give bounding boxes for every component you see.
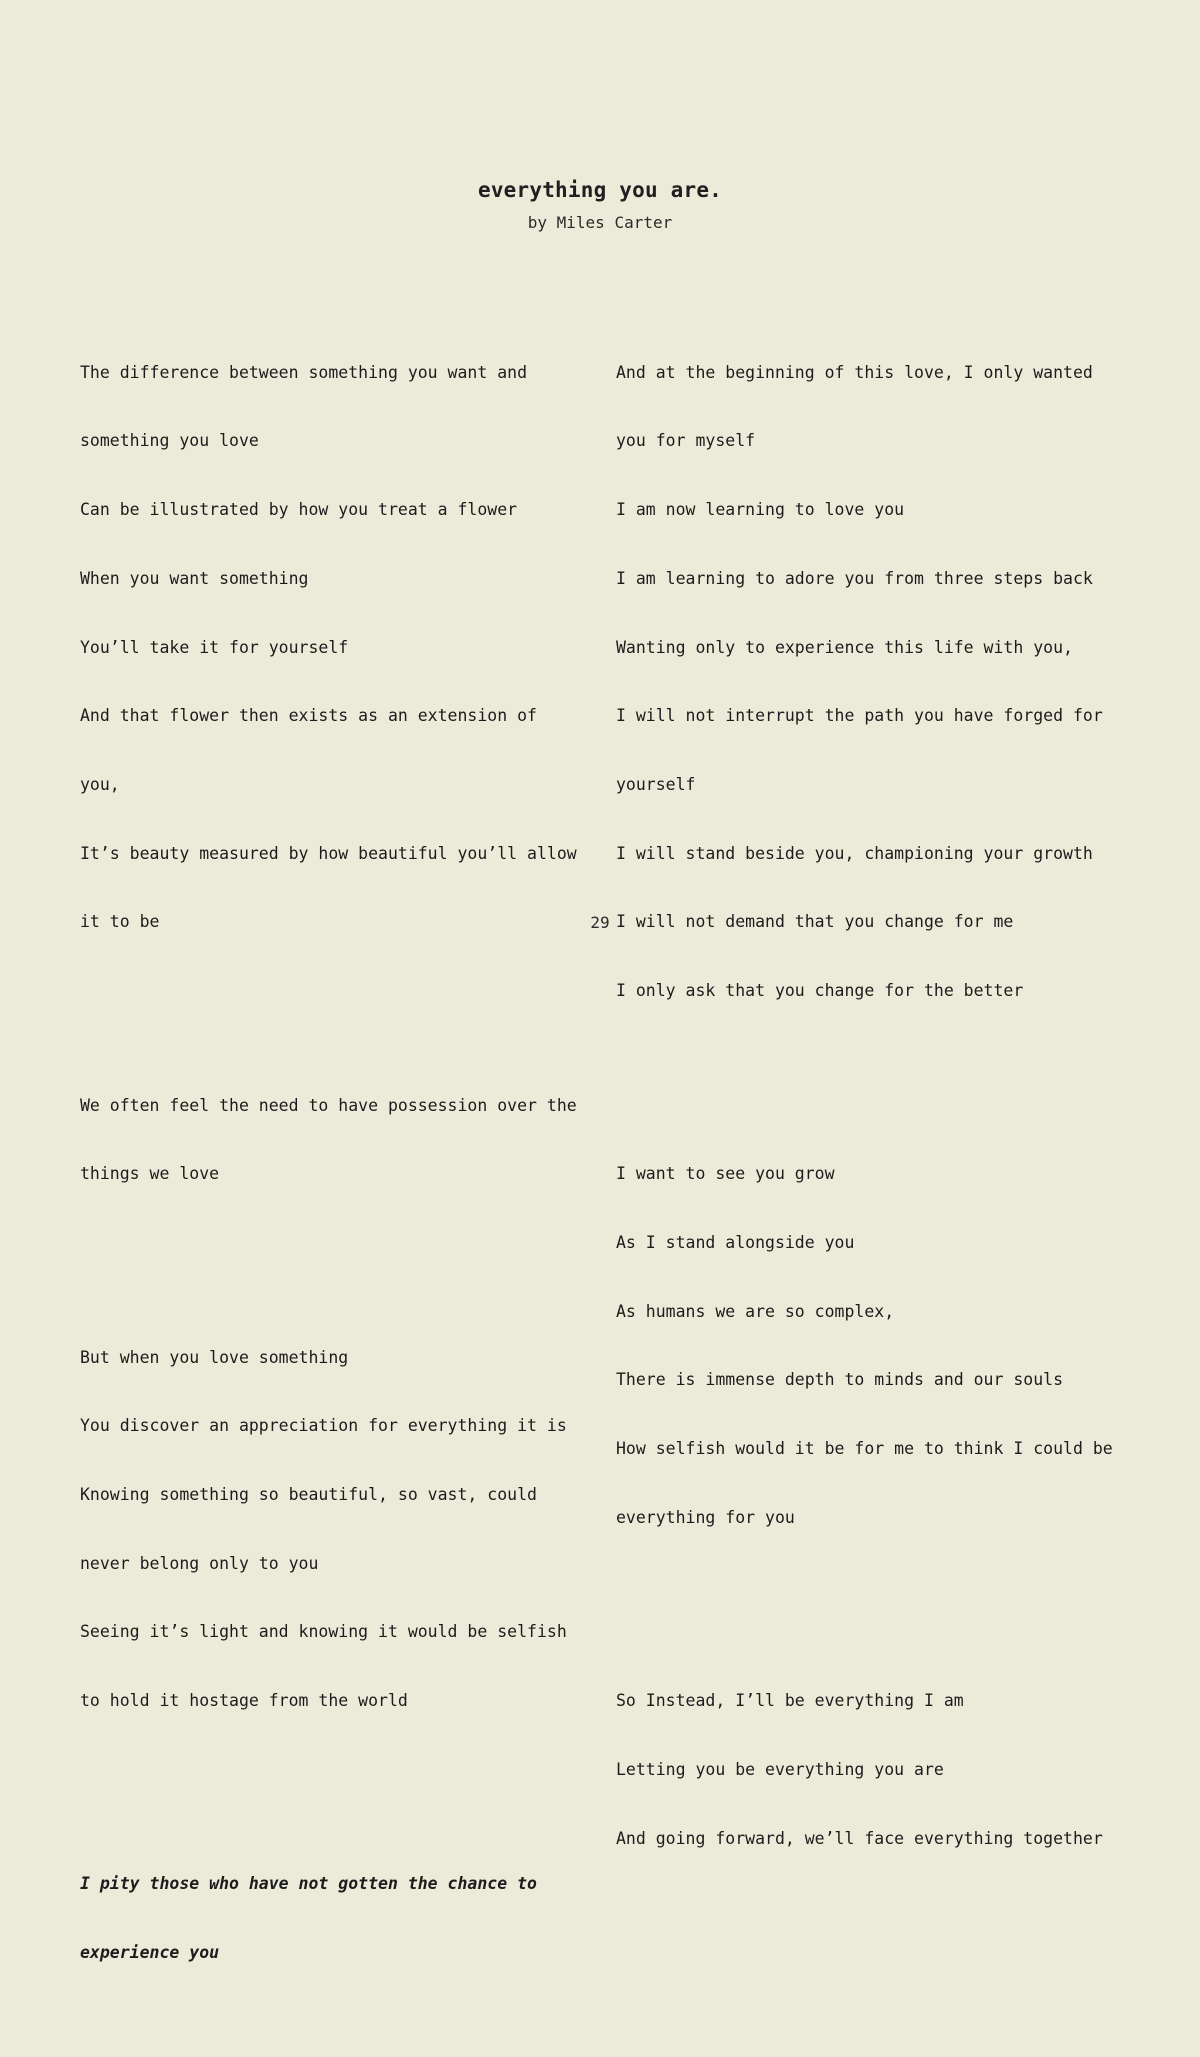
poem-line: You discover an appreciation for everything it is [80, 1416, 567, 1436]
poem-line: I will stand beside you, championing your growth [616, 843, 1093, 863]
stanza [80, 1049, 590, 1232]
poem-line: Can be illustrated by how you treat a flower [80, 500, 518, 520]
stanza [616, 1644, 1136, 1896]
poem-line: you for myself [616, 431, 756, 451]
poem-line: things we love [80, 1164, 220, 1184]
poem-line: it to be [80, 912, 160, 932]
poem-line: But when you love something [80, 1347, 349, 1367]
poem-title: everything you are. [477, 178, 723, 202]
poem-line: I want to see you grow [616, 1164, 835, 1184]
poem-line: to hold it hostage from the world [80, 1691, 408, 1711]
poem-line: So Instead, I’ll be everything I am [616, 1691, 964, 1711]
poem-line: You’ll take it for yourself [80, 637, 349, 657]
poem-line: I only ask that you change for the better [616, 981, 1024, 1001]
poem-line: I will not interrupt the path you have forged for [616, 706, 1103, 726]
stanza [616, 1118, 1136, 1576]
poem-line: you, [80, 774, 120, 794]
poem-line: There is immense depth to minds and our souls [616, 1370, 1064, 1390]
poem-line: I am now learning to love you [616, 500, 905, 520]
poem-line: When you want something [80, 568, 309, 588]
poem-byline: by Miles Carter [527, 213, 673, 232]
poem-line: The difference between something you want and [80, 362, 528, 382]
poem-line: yourself [616, 774, 696, 794]
poem-line: And at the beginning of this love, I only wanted [616, 362, 1093, 382]
poem-line: It’s beauty measured by how beautiful you’ll allow [80, 843, 577, 863]
poem-line: I pity those who have not gotten the chance to [80, 1874, 537, 1894]
poem-line: And that flower then exists as an extension of [80, 706, 537, 726]
poem-line: As humans we are so complex, [616, 1301, 895, 1321]
left-column [80, 270, 590, 2057]
stanza [616, 316, 1136, 1049]
poem-line: everything for you [616, 1507, 795, 1527]
poem-line: Seeing it’s light and knowing it would be selfish [80, 1622, 567, 1642]
poem-line: I will not demand that you change for me [616, 912, 1014, 932]
emphasized-stanza [80, 1828, 590, 2011]
stanza [80, 316, 590, 980]
poem-line: Wanting only to experience this life with you, [616, 637, 1073, 657]
poem-line: I am learning to adore you from three steps back [616, 568, 1093, 588]
poem-line: How selfish would it be for me to think I could be [616, 1439, 1113, 1459]
right-column [616, 270, 1136, 1942]
stanza [80, 1301, 590, 1759]
poem-line: something you love [80, 431, 259, 451]
poem-line: Letting you be everything you are [616, 1759, 944, 1779]
poem-line: As I stand alongside you [616, 1233, 855, 1253]
poem-line: never belong only to you [80, 1553, 319, 1573]
poem-line: And going forward, we’ll face everything together [616, 1828, 1103, 1848]
poem-line: experience you [80, 1943, 220, 1963]
poem-line: Knowing something so beautiful, so vast, could [80, 1485, 537, 1504]
poem-line: We often feel the need to have possession over the [80, 1095, 577, 1115]
page-number: 29 [590, 913, 610, 932]
